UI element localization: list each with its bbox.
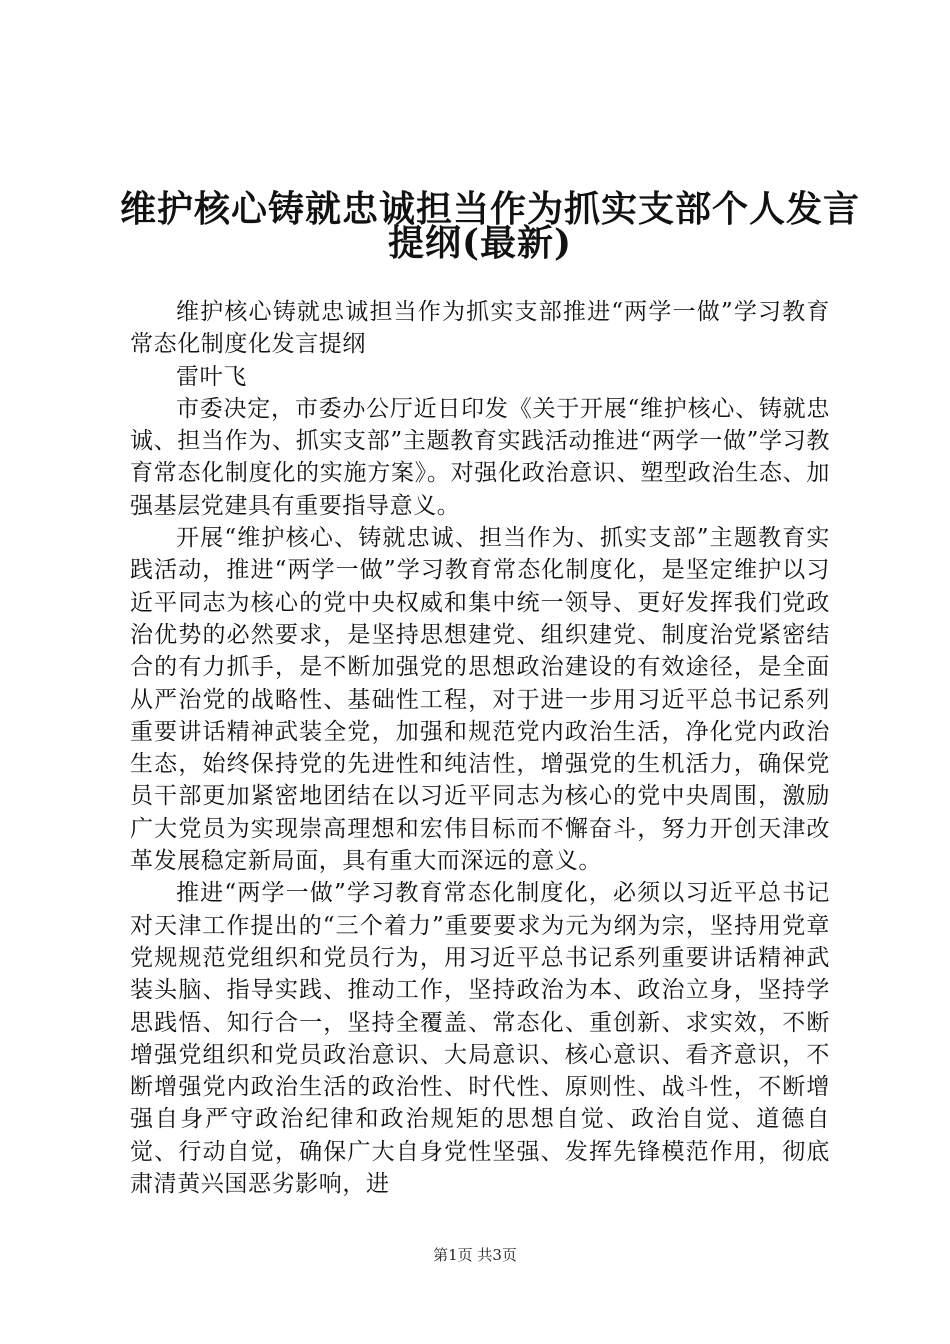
paragraph-1: 市委决定，市委办公厅近日印发《关于开展“维护核心、铸就忠诚、担当作为、抓实支部”主题教育实践活动推进“两学一做”学习教育常态化制度化的实施方案》。对强化政治意识、塑型政治生态、加强基层党建具有重要指导意义。 [130,395,830,519]
page-footer: 第1页 共3页 [433,1246,517,1264]
document-title-line-2: 提纲(最新) [387,222,573,264]
paragraph-2: 开展“维护核心、铸就忠诚、担当作为、抓实支部”主题教育实践活动，推进“两学一做”学习教育常态化制度化，是坚定维护以习近平同志为核心的党中央权威和集中统一领导、更好发挥我们党政治优势的必然要求，是坚持思想建党、组织建党、制度治党紧密结合的有力抓手，是不断加强党的思想政治建设的有效途径，是全面从严治党的战略性、基础性工程，对于进一步用习近平总书记系列重要讲话精神武装全党，加强和规范党内政治生活，净化党内政治生态，始终保持党的先进性和纯洁性，增强党的生机活力，确保党员干部更加紧密地团结在以习近平同志为核心的党中央周围，激励广大党员为实现崇高理想和宏伟目标而不懈奋斗，努力开创天津改革发展稳定新局面，具有重大而深远的意义。 [130,525,830,875]
document-body [130,296,830,1200]
paragraph-3: 推进“两学一做”学习教育常态化制度化，必须以习近平总书记对天津工作提出的“三个着力”重要要求为元为纲为宗，坚持用党章党规规范党组织和党员行为，用习近平总书记系列重要讲话精神武装头脑、指导实践、推动工作，坚持政治为本、政治立身，坚持学思践悟、知行合一，坚持全覆盖、常态化、重创新、求实效，不断增强党组织和党员政治意识、大局意识、核心意识、看齐意识，不断增强党内政治生活的政治性、时代性、原则性、战斗性，不断增强自身严守政治纪律和政治规矩的思想自觉、政治自觉、道德自觉、行动自觉，确保广大自身党性坚强、发挥先锋模范作用，彻底肃清黄兴国恶劣影响，进 [130,880,830,1198]
document-title-line-1: 维护核心铸就忠诚担当作为抓实支部个人发言 [120,188,861,230]
paragraph-author: 雷叶飞 [176,363,247,390]
paragraph-subtitle: 维护核心铸就忠诚担当作为抓实支部推进“两学一做”学习教育常态化制度化发言提纲 [130,299,830,358]
